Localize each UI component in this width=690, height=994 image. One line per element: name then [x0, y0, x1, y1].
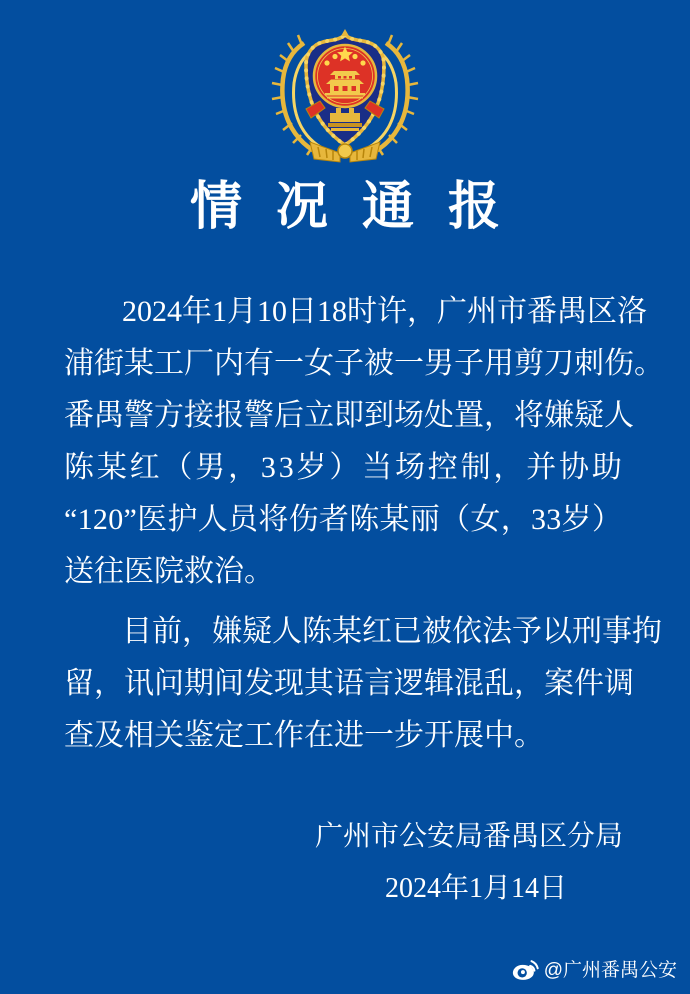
body-line-7: 目 前 ， 嫌 疑 人 陈 某 红 已 被 依 法 予 以 刑 事 拘	[122, 615, 662, 648]
issuing-agency: 广州市公安局番禺区分局	[314, 821, 623, 852]
body-line-3: 番 禺 警 方 接 报 警 后 立 即 到 场 处 置 ， 将 嫌 疑 人	[64, 399, 634, 432]
body-line-6: 送往医院救治。	[64, 555, 274, 588]
notice-title: 情况通报	[189, 179, 534, 236]
police-badge-icon	[269, 27, 421, 167]
weibo-icon	[511, 958, 539, 984]
body-line-5: “ 1 2 0 ” 医 护 人 员 将 伤 者 陈 某 丽 （ 女 ， 3 3 岁 ）	[64, 503, 622, 536]
body-line-8: 留 ， 讯 问 期 间 发 现 其 语 言 逻 辑 混 乱 ， 案 件 调	[64, 667, 634, 700]
watermark	[511, 958, 677, 984]
body-line-9: 查及相关鉴定工作在进一步开展中。	[64, 719, 544, 752]
issue-date: 2024年1月14日	[384, 873, 567, 904]
watermark-handle: @广州番禺公安	[543, 960, 677, 981]
body-line-2: 浦 街 某 工 厂 内 有 一 女 子 被 一 男 子 用 剪 刀 刺 伤 。	[64, 347, 664, 380]
notice-body	[64, 286, 664, 762]
body-line-4: 陈 某 红 （ 男 ， 3 3 岁 ） 当 场 控 制 ， 并 协 助	[64, 451, 622, 484]
body-line-1: 2 0 2 4 年 1 月 1 0 日 1 8 时 许 ， 广 州 市 番 禺 区 洛	[122, 295, 647, 328]
